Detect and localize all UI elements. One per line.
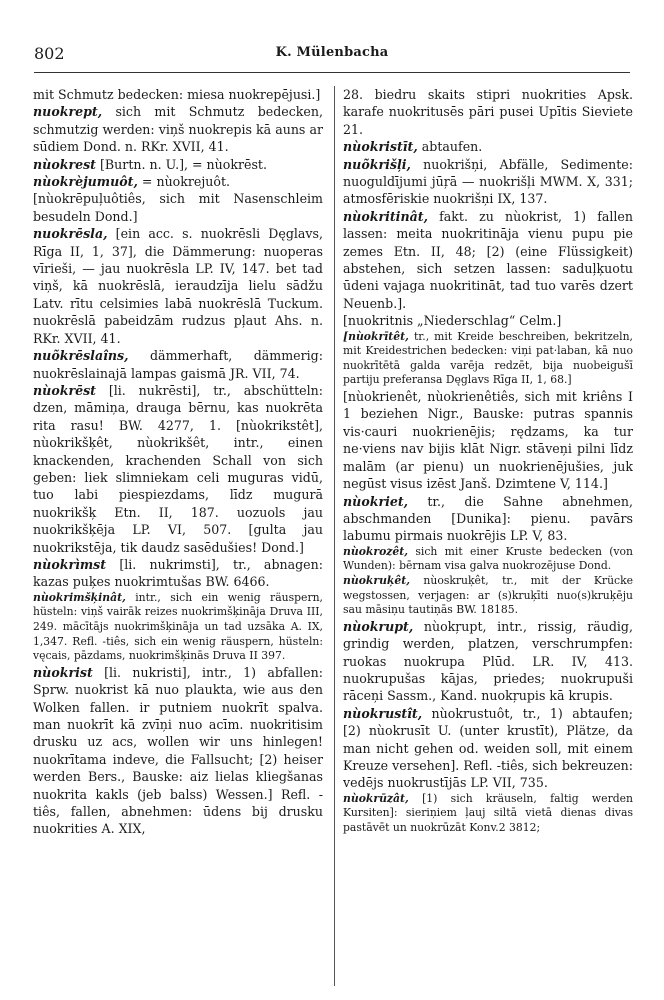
dictionary-entry [343,156,633,208]
entry-text: [nùokrēpuļuôtiês, sich mit Nasenschleim besudeln Dond.] [33,191,323,224]
entry-headword: nuõkrišļi, [343,156,411,172]
entry-headword: nùokrustît, [343,705,423,721]
dictionary-entry [343,86,633,138]
entry-headword: [nùokrītêt, [343,329,409,343]
entry-text: sich mit einer Kruste bedecken (von Wunden): bērnam visa galva nuokrozējuse Dond. [343,544,633,573]
entry-text: fakt. zu nùokrist, 1) fallen lassen: meita nuokritināja vienu pupu pie zemes Etn. II, 48; [2) (eine Flüssigkeit) abstehen, sich setzen lassen: saduļķuotu ūdeni vajaga nuokritināt, tad tuo varēs dzert Neuenb.]. [343,208,633,311]
dictionary-entry [343,618,633,705]
entry-text: dämmerhaft, dämmerig: nuokrēslainajā lampas gaismā JR. VII, 74. [33,348,323,381]
page-number: 802 [34,44,65,63]
dictionary-entry [33,382,323,556]
entry-headword: nùokritinât, [343,208,428,224]
entry-text: = nùokrejuôt. [141,174,231,190]
entry-headword: nùokriet, [343,493,409,509]
header-rule [34,72,630,73]
entry-text: [li. nukrēsti], tr., abschütteln: dzen, māmiņa, drauga bērnu, kas nuokrēta rita rasu! BW. 4277, 1. [nùokrikstêt], nùokrikšķêt, nùokrikšêt, intr., einen knackenden, krachenden Schall von sich geben: liek slimniekam celi muguras vidū, tuo labi piespiezdams, līdz mugurā nuokrikšķ Etn. II, 187. uozuols jau nuokrikšķēja LP. VI, 507. [gulta jau nuokrikstēja, tik daudz sasēdušies! Dond.] [33,382,323,555]
dictionary-entry [343,545,633,574]
entry-text: [Burtn. n. U.], = nùokrēst. [100,156,267,172]
dictionary-entry [343,138,633,155]
entry-headword: nùokruķêt, [343,573,411,587]
entry-headword: nùokrozêt, [343,544,409,558]
left-column [33,86,323,986]
entry-text: nùoskruķêt, tr., mit der Krücke wegstossen, verjagen: ar (s)kruķīti nuo(s)kruķēju sau māsiņu tautiņās BW. 18185. [343,573,633,617]
dictionary-entry [33,86,323,103]
entry-headword: nùokrupt, [343,618,414,634]
dictionary-entry [33,103,323,155]
dictionary-entry [33,173,323,190]
entry-text: intr., sich ein wenig räuspern, hüsteln: viņš vairāk reizes nuokrimšķināja Druva III, 249. mācītājs nuokrimšķināja un tad uzsāka A. IX, 1,347. Refl. -tiês, sich ein wenig räuspern, hüsteln: vęcais, pāzdams, nuokrimšķinās Druva II 397. [33,590,323,663]
entry-text: sich mit Schmutz bedecken, schmutzig werden: viņš nuokrepis kā auns ar sūdiem Dond. n. RKr. XVII, 41. [33,104,323,155]
entry-headword: nùokrìmst [33,556,107,572]
entry-headword: nuokrēsla, [33,226,108,242]
dictionary-entry [343,330,633,388]
entry-text: nùokrustuôt, tr., 1) abtaufen; [2) nùokrusīt U. (unter krustīt), Plätze, da man nicht gehen od. weiden soll, mit einem Kreuze versehen]. Refl. -tiês, sich bekreuzen: vedējs nuokrustījās LP. VII, 735. [343,705,633,791]
dictionary-entry [33,190,323,225]
entry-text: nuokrišņi, Abfälle, Sedimente: nuoguldījumi jūŗā — nuokrišļi MWM. X, 331; atmosfēriskie nuokrišņi IX, 137. [343,156,633,207]
dictionary-entry [33,556,323,591]
dictionary-entry [343,208,633,312]
entry-text: tr., die Sahne abnehmen, abschmanden [Dunika]: pienu. pavārs labumu pirmais nuokrējis LP. V, 83. [343,493,633,544]
page-header [34,44,630,68]
entry-text: [li. nukrimsti], tr., abnagen: kazas puķes nuokrimtušas BW. 6466. [33,556,323,590]
entry-text: mit Schmutz bedecken: miesa nuokrepējusi.] [33,87,321,102]
entry-headword: nùokrist [33,664,93,680]
dictionary-entry [33,664,323,838]
running-title: K. Mülenbacha [275,45,389,60]
entry-headword: nuokrept, [33,104,103,120]
right-column [343,86,633,986]
entry-text: [nùokrienêt, nùokrienêtiês, sich mit kriêns I 1 beziehen Nigr., Bauske: putras spannis vis·cauri nuokrienējis; rędzams, ka tur ne·viens nav bijis klāt Nigr. stāveņi pilni līdz malām (ar pienu) un nuokrienējušies, juk negūst visus izēst Janš. Dzimtene V, 114.] [343,389,633,492]
entry-text: [nuokritnis „Niederschlag“ Celm.] [343,313,562,329]
entry-text: nùokŗupt, intr., rissig, räudig, grindig werden, platzen, verschrumpfen: ruokas nuokrupa Plūd. LR. IV, 413. nuokrupušas kājas, priedes; nuokrupuši rāceņi Sassm., Kand. nuokŗupis kā krupis. [343,618,633,704]
entry-headword: nùokrest [33,156,96,172]
dictionary-entry [343,574,633,618]
dictionary-entry [33,591,323,664]
entry-text: [ein acc. s. nuokrēsli Dęglavs, Rīga II, 1, 37], die Dämmerung: nuoperas vīrieši, — jau nuokrēsla LP. IV, 147. bet tad viņš, kā nuokrēslā, ieraudzīja lielu sādžu Latv. rītu celsimies labā nuokrēslā Tuckum. nuokrēslā pabeidzām rudzus pļaut Ahs. n. RKr. XVII, 41. [33,226,323,346]
column-divider [334,86,335,986]
entry-text: tr., mit Kreide beschreiben, bekritzeln, mit Kreidestrichen bedecken: viņi pat·laban, kā nuo nuokrītētā galda varēja redzēt, bija nuobeigušī partiju preferansa Dęglavs Rīga II, 1, 68.] [343,329,633,387]
entry-text: 28. biedru skaits stipri nuokrities Apsk. karafe nuokritusēs pāri pusei Upītis Sieviete 21. [343,87,633,137]
dictionary-entry [33,225,323,347]
entry-text: [1) sich kräuseln, faltig werden Kursiten]: sieriņiem ļauj siltā vietā dienas divas pastāvēt un nuokrūzāt Konv.2 3812; [343,791,633,834]
entry-headword: nùokrimšķinât, [33,590,126,604]
dictionary-entry [343,705,633,792]
entry-text: abtaufen. [421,139,483,155]
entry-headword: nuõkrēslaîns, [33,348,129,364]
entry-headword: nùokristīt, [343,139,418,155]
dictionary-entry [343,792,633,836]
dictionary-entry [343,312,633,329]
dictionary-entry [33,156,323,173]
entry-headword: nùokrèjumuôt, [33,174,138,190]
dictionary-entry [343,388,633,492]
entry-text: [li. nukristi], intr., 1) abfallen: Sprw. nuokrist kā nuo plaukta, wie aus den Wolken fallen. ir putniem nuokrīt spalva. man nuokrīt kā zvīņi nuo acīm. nuokritisim drusku uz acs, wollen wir uns hinlegen! nuokrītama indeve, die Fallsucht; [2) heiser werden Bers., Bauske: aiz lielas kliegšanas nuokrita kakls (jeb balss) Wessen.] Refl. -tiês, fallen, abnehmen: ūdens bij drusku nuokrities A. XIX, [33,664,323,837]
dictionary-entry [33,347,323,382]
dictionary-entry [343,493,633,545]
entry-headword: nùokrēst [33,382,96,398]
entry-headword: nùokrūzât, [343,791,409,805]
